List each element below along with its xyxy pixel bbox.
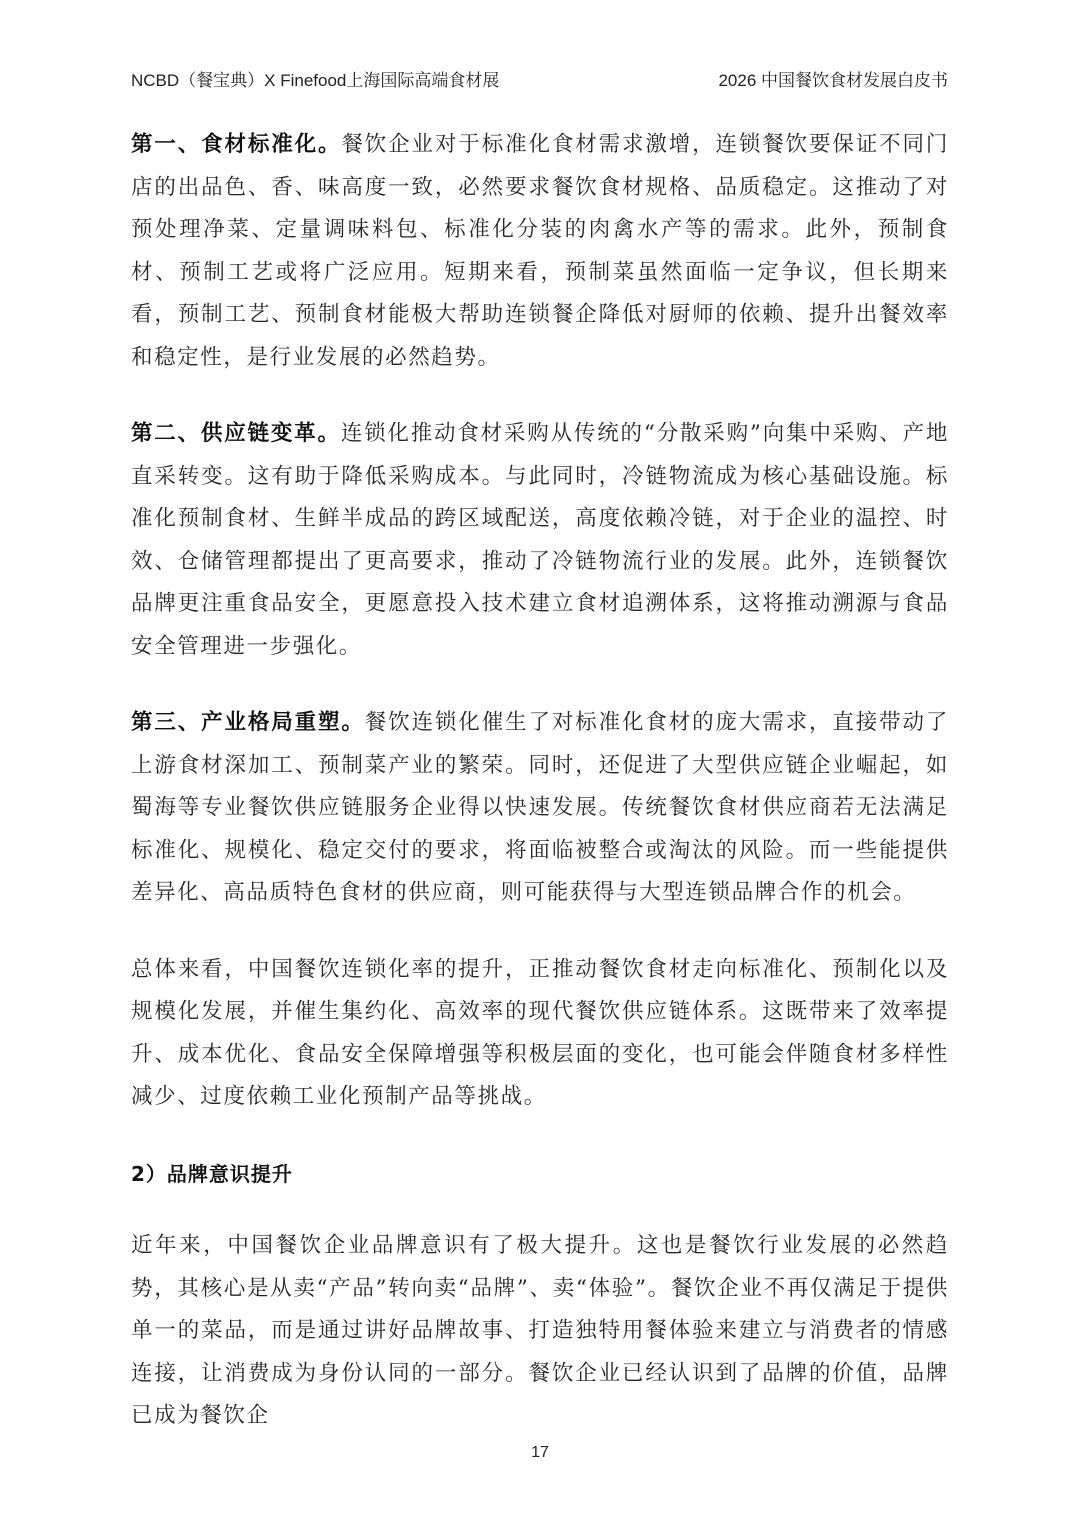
paragraph-text: 总体来看，中国餐饮连锁化率的提升，正推动餐饮食材走向标准化、预制化以及规模化发展，并催生集约化、高效率的现代餐饮供应链体系。这既带来了效率提升、成本优化、食品安全保障增强等积极层面的变化，也可能会伴随食材多样性减少、过度依赖工业化预制产品等挑战。 bbox=[131, 956, 949, 1109]
page-number: 17 bbox=[531, 1444, 549, 1461]
paragraph-lead: 第二、供应链变革。 bbox=[131, 421, 341, 446]
body-text bbox=[131, 124, 949, 1472]
paragraph-summary bbox=[131, 949, 949, 1119]
paragraph-lead: 第一、食材标准化。 bbox=[131, 132, 342, 157]
section-heading: 2）品牌意识提升 bbox=[131, 1161, 293, 1186]
paragraph-brand-awareness: 近年来，中国餐饮企业品牌意识有了极大提升。这也是餐饮行业发展的必然趋势，其核心是从卖“产品”转向卖“品牌”、卖“体验”。餐饮企业不再仅满足于提供单一的菜品，而是通过讲好品牌故事、打造独特用餐体验来建立与消费者的情感连接，让消费成为身份认同的一部分。餐饮企业已经认识到了品牌的价值，品牌已成为餐饮企 bbox=[131, 1233, 949, 1428]
paragraph-industry-structure bbox=[131, 702, 949, 915]
header-right-title: 2026 中国餐饮食材发展白皮书 bbox=[718, 71, 948, 90]
paragraph-lead: 第三、产业格局重塑。 bbox=[131, 710, 365, 735]
paragraph-text: 餐饮企业对于标准化食材需求激增，连锁餐饮要保证不同门店的出品色、香、味高度一致，必然要求餐饮食材规格、品质稳定。这推动了对预处理净菜、定量调味料包、标准化分装的肉禽水产等的需求。此外，预制食材、预制工艺或将广泛应用。短期来看，预制菜虽然面临一定争议，但长期来看，预制工艺、预制食材能极大帮助连锁餐企降低对厨师的依赖、提升出餐效率和稳定性，是行业发展的必然趋势。 bbox=[131, 132, 949, 370]
header-left-title: NCBD（餐宝典）X Finefood上海国际高端食材展 bbox=[131, 71, 500, 90]
paragraph-standardization bbox=[131, 124, 949, 379]
paragraph-supply-chain bbox=[131, 413, 949, 668]
paragraph-text: 餐饮连锁化催生了对标准化食材的庞大需求，直接带动了上游食材深加工、预制菜产业的繁荣。同时，还促进了大型供应链企业崛起，如蜀海等专业餐饮供应链服务企业得以快速发展。传统餐饮食材供应商若无法满足标准化、规模化、稳定交付的要求，将面临被整合或淘汰的风险。而一些能提供差异化、高品质特色食材的供应商，则可能获得与大型连锁品牌合作的机会。 bbox=[131, 710, 949, 905]
page-header bbox=[131, 66, 948, 90]
paragraph-text: 连锁化推动食材采购从传统的“分散采购”向集中采购、产地直采转变。这有助于降低采购成本。与此同时，冷链物流成为核心基础设施。标准化预制食材、生鲜半成品的跨区域配送，高度依赖冷链，对于企业的温控、时效、仓储管理都提出了更高要求，推动了冷链物流行业的发展。此外，连锁餐饮品牌更注重食品安全，更愿意投入技术建立食材追溯体系，这将推动溯源与食品安全管理进一步强化。 bbox=[131, 421, 949, 659]
